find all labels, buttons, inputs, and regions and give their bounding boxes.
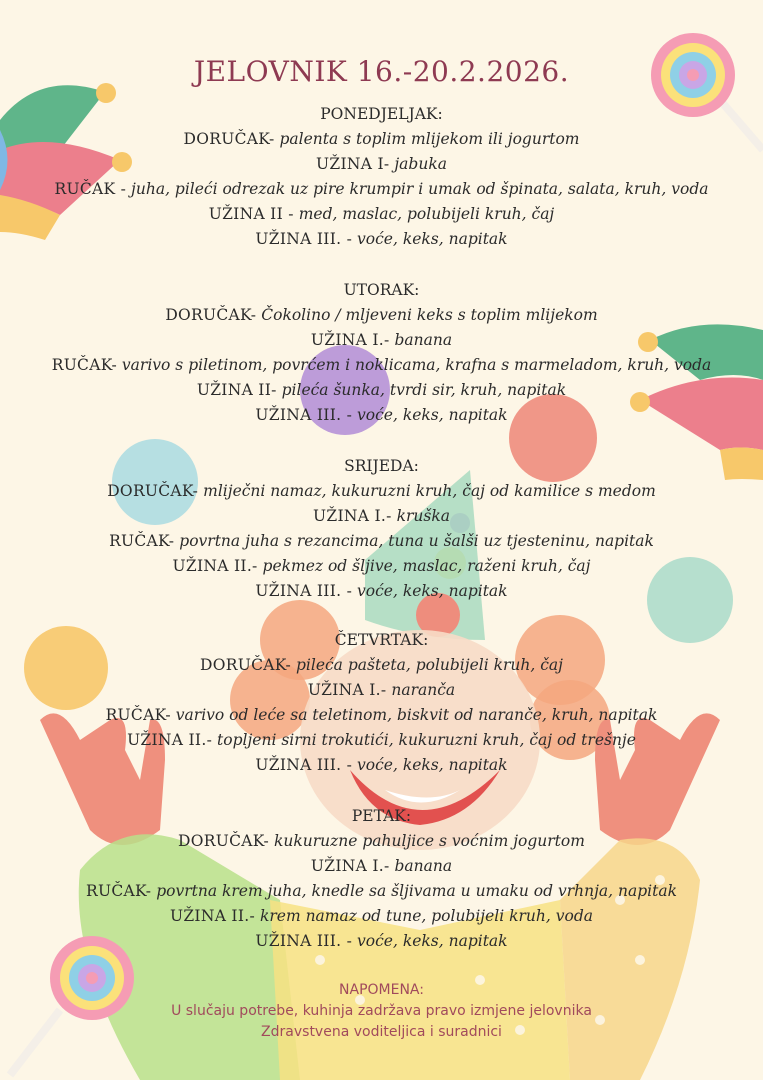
note-heading: NAPOMENA: bbox=[339, 982, 424, 998]
meal-line: UŽINA II.- pekmez od šljive, maslac, raženi kruh, čaj bbox=[172, 557, 591, 575]
day-block-tuesday bbox=[0, 278, 763, 428]
day-name: PETAK: bbox=[351, 807, 412, 825]
note-line: U slučaju potrebe, kuhinja zadržava pravo izmjene jelovnika bbox=[171, 1003, 592, 1019]
meal-line: UŽINA III. - voće, keks, napitak bbox=[255, 230, 508, 248]
day-block-wednesday bbox=[0, 454, 763, 604]
page-title: JELOVNIK 16.-20.2.2026. bbox=[193, 55, 570, 88]
meal-line: UŽINA I.- banana bbox=[310, 857, 453, 875]
meal-line: DORUČAK- Čokolino / mljeveni keks s toplim mlijekom bbox=[165, 306, 598, 324]
meal-line: UŽINA III. - voće, keks, napitak bbox=[255, 932, 508, 950]
meal-line: UŽINA III. - voće, keks, napitak bbox=[255, 582, 508, 600]
meal-line: UŽINA I.- kruška bbox=[313, 507, 450, 525]
meal-line: RUČAK - juha, pileći odrezak uz pire krumpir i umak od špinata, salata, kruh, voda bbox=[54, 180, 709, 198]
meal-line: DORUČAK- kukuruzne pahuljice s voćnim jogurtom bbox=[178, 832, 585, 850]
meal-line: UŽINA III. - voće, keks, napitak bbox=[255, 406, 508, 424]
meal-line: UŽINA I.- naranča bbox=[307, 681, 456, 699]
day-block-friday bbox=[0, 804, 763, 954]
day-name: PONEDJELJAK: bbox=[320, 105, 443, 123]
meal-line: UŽINA III. - voće, keks, napitak bbox=[255, 756, 508, 774]
meal-line: RUČAK- varivo od leće sa teletinom, biskvit od naranče, kruh, napitak bbox=[105, 706, 658, 724]
meal-line: UŽINA I- jabuka bbox=[316, 155, 447, 173]
note-section bbox=[0, 980, 763, 1043]
meal-line: RUČAK- povrtna juha s rezancima, tuna u šalši uz tjesteninu, napitak bbox=[109, 532, 654, 550]
meal-line: DORUČAK- pileća pašteta, polubijeli kruh, čaj bbox=[200, 656, 563, 674]
note-signature: Zdravstvena voditeljica i suradnici bbox=[261, 1024, 502, 1040]
meal-line: UŽINA II - med, maslac, polubijeli kruh, čaj bbox=[208, 205, 555, 223]
meal-line: RUČAK- povrtna krem juha, knedle sa šljivama u umaku od vrhnja, napitak bbox=[86, 882, 677, 900]
day-name: SRIJEDA: bbox=[344, 457, 419, 475]
meal-line: DORUČAK- palenta s toplim mlijekom ili jogurtom bbox=[183, 130, 580, 148]
meal-line: UŽINA I.- banana bbox=[310, 331, 453, 349]
meal-line: UŽINA II- pileća šunka, tvrdi sir, kruh, napitak bbox=[196, 381, 567, 399]
day-block-thursday bbox=[0, 628, 763, 778]
meal-line: UŽINA II.- topljeni sirni trokutići, kukuruzni kruh, čaj od trešnje bbox=[127, 731, 636, 749]
day-block-monday bbox=[0, 102, 763, 252]
meal-line: UŽINA II.- krem namaz od tune, polubijeli kruh, voda bbox=[169, 907, 593, 925]
day-name: ČETVRTAK: bbox=[334, 631, 429, 649]
meal-line: DORUČAK- mliječni namaz, kukuruzni kruh, čaj od kamilice s medom bbox=[107, 482, 656, 500]
meal-line: RUČAK- varivo s piletinom, povrćem i noklicama, krafna s marmeladom, kruh, voda bbox=[51, 356, 712, 374]
day-name: UTORAK: bbox=[343, 281, 420, 299]
